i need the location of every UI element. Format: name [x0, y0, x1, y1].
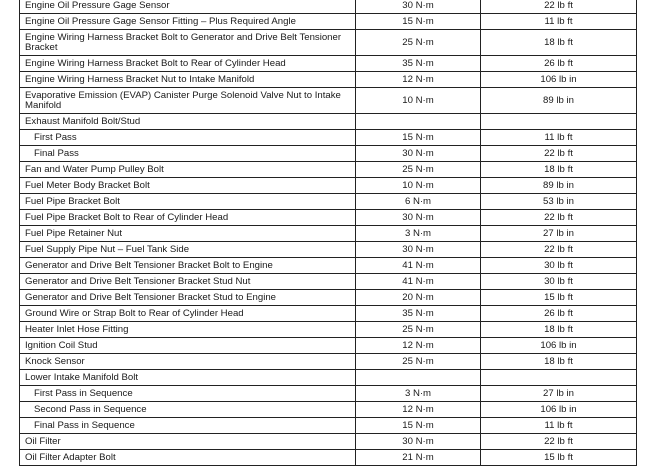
- metric-torque-cell: 35 N·m: [356, 56, 481, 72]
- metric-torque-cell: 30 N·m: [356, 242, 481, 258]
- english-torque-cell: 106 lb in: [481, 338, 637, 354]
- application-cell: Final Pass in Sequence: [20, 418, 356, 434]
- metric-torque-cell: [356, 370, 481, 386]
- application-cell: Knock Sensor: [20, 354, 356, 370]
- metric-torque-cell: 25 N·m: [356, 30, 481, 56]
- application-cell: Generator and Drive Belt Tensioner Bracket Bolt to Engine: [20, 258, 356, 274]
- table-row: [20, 354, 637, 370]
- table-row: [20, 402, 637, 418]
- table-row: [20, 370, 637, 386]
- application-cell: Engine Oil Pressure Gage Sensor Fitting – Plus Required Angle: [20, 14, 356, 30]
- metric-torque-cell: 21 N·m: [356, 450, 481, 466]
- table-row: [20, 226, 637, 242]
- english-torque-cell: 15 lb ft: [481, 290, 637, 306]
- application-cell: Engine Wiring Harness Bracket Bolt to Rear of Cylinder Head: [20, 56, 356, 72]
- application-cell: Evaporative Emission (EVAP) Canister Purge Solenoid Valve Nut to Intake Manifold: [20, 88, 356, 114]
- english-torque-cell: 18 lb ft: [481, 30, 637, 56]
- application-cell: Generator and Drive Belt Tensioner Bracket Stud Nut: [20, 274, 356, 290]
- table-row: [20, 210, 637, 226]
- application-cell: Fuel Supply Pipe Nut – Fuel Tank Side: [20, 242, 356, 258]
- table-row: [20, 290, 637, 306]
- table-row: [20, 30, 637, 56]
- table-row: [20, 162, 637, 178]
- english-torque-cell: 22 lb ft: [481, 0, 637, 14]
- english-torque-cell: 15 lb ft: [481, 450, 637, 466]
- english-torque-cell: [481, 370, 637, 386]
- table-row: [20, 194, 637, 210]
- english-torque-cell: 27 lb in: [481, 386, 637, 402]
- table-row: [20, 146, 637, 162]
- english-torque-cell: 18 lb ft: [481, 322, 637, 338]
- application-cell: Engine Wiring Harness Bracket Nut to Intake Manifold: [20, 72, 356, 88]
- application-cell: Final Pass: [20, 146, 356, 162]
- metric-torque-cell: 41 N·m: [356, 258, 481, 274]
- application-cell: Fuel Meter Body Bracket Bolt: [20, 178, 356, 194]
- metric-torque-cell: 35 N·m: [356, 306, 481, 322]
- application-cell: Fuel Pipe Retainer Nut: [20, 226, 356, 242]
- table-row: [20, 114, 637, 130]
- application-cell: Engine Wiring Harness Bracket Bolt to Generator and Drive Belt Tensioner Bracket: [20, 30, 356, 56]
- table-row: [20, 338, 637, 354]
- application-cell: Heater Inlet Hose Fitting: [20, 322, 356, 338]
- metric-torque-cell: 30 N·m: [356, 146, 481, 162]
- application-cell: First Pass: [20, 130, 356, 146]
- english-torque-cell: 11 lb ft: [481, 14, 637, 30]
- metric-torque-cell: 20 N·m: [356, 290, 481, 306]
- metric-torque-cell: 3 N·m: [356, 386, 481, 402]
- english-torque-cell: 27 lb in: [481, 226, 637, 242]
- table-row: [20, 14, 637, 30]
- metric-torque-cell: [356, 114, 481, 130]
- table-row: [20, 322, 637, 338]
- english-torque-cell: 18 lb ft: [481, 354, 637, 370]
- metric-torque-cell: 15 N·m: [356, 418, 481, 434]
- english-torque-cell: 11 lb ft: [481, 418, 637, 434]
- metric-torque-cell: 10 N·m: [356, 88, 481, 114]
- metric-torque-cell: 41 N·m: [356, 274, 481, 290]
- english-torque-cell: 53 lb in: [481, 194, 637, 210]
- english-torque-cell: 11 lb ft: [481, 130, 637, 146]
- english-torque-cell: 22 lb ft: [481, 242, 637, 258]
- table-row: [20, 450, 637, 466]
- table-row: [20, 88, 637, 114]
- metric-torque-cell: 6 N·m: [356, 194, 481, 210]
- table-row: [20, 306, 637, 322]
- english-torque-cell: 106 lb in: [481, 72, 637, 88]
- english-torque-cell: 22 lb ft: [481, 434, 637, 450]
- application-cell: Exhaust Manifold Bolt/Stud: [20, 114, 356, 130]
- table-row: [20, 434, 637, 450]
- metric-torque-cell: 3 N·m: [356, 226, 481, 242]
- table-row: [20, 274, 637, 290]
- table-row: [20, 242, 637, 258]
- table-body: [20, 0, 637, 466]
- table-row: [20, 258, 637, 274]
- application-cell: Fuel Pipe Bracket Bolt to Rear of Cylinder Head: [20, 210, 356, 226]
- application-cell: Fan and Water Pump Pulley Bolt: [20, 162, 356, 178]
- metric-torque-cell: 12 N·m: [356, 338, 481, 354]
- english-torque-cell: 18 lb ft: [481, 162, 637, 178]
- table-row: [20, 56, 637, 72]
- application-cell: Fuel Pipe Bracket Bolt: [20, 194, 356, 210]
- metric-torque-cell: 15 N·m: [356, 130, 481, 146]
- metric-torque-cell: 30 N·m: [356, 210, 481, 226]
- metric-torque-cell: 25 N·m: [356, 162, 481, 178]
- english-torque-cell: 106 lb in: [481, 402, 637, 418]
- english-torque-cell: [481, 114, 637, 130]
- fastener-torque-table: [19, 0, 637, 466]
- table-row: [20, 72, 637, 88]
- metric-torque-cell: 12 N·m: [356, 402, 481, 418]
- metric-torque-cell: 25 N·m: [356, 354, 481, 370]
- application-cell: Lower Intake Manifold Bolt: [20, 370, 356, 386]
- table-row: [20, 0, 637, 14]
- application-cell: Engine Oil Pressure Gage Sensor: [20, 0, 356, 14]
- english-torque-cell: 26 lb ft: [481, 56, 637, 72]
- table-row: [20, 178, 637, 194]
- english-torque-cell: 89 lb in: [481, 88, 637, 114]
- english-torque-cell: 89 lb in: [481, 178, 637, 194]
- application-cell: Oil Filter: [20, 434, 356, 450]
- application-cell: Generator and Drive Belt Tensioner Bracket Stud to Engine: [20, 290, 356, 306]
- table-row: [20, 386, 637, 402]
- metric-torque-cell: 15 N·m: [356, 14, 481, 30]
- english-torque-cell: 30 lb ft: [481, 274, 637, 290]
- metric-torque-cell: 12 N·m: [356, 72, 481, 88]
- application-cell: Ignition Coil Stud: [20, 338, 356, 354]
- english-torque-cell: 30 lb ft: [481, 258, 637, 274]
- application-cell: Oil Filter Adapter Bolt: [20, 450, 356, 466]
- table-row: [20, 130, 637, 146]
- metric-torque-cell: 30 N·m: [356, 434, 481, 450]
- english-torque-cell: 22 lb ft: [481, 210, 637, 226]
- metric-torque-cell: 10 N·m: [356, 178, 481, 194]
- application-cell: First Pass in Sequence: [20, 386, 356, 402]
- english-torque-cell: 22 lb ft: [481, 146, 637, 162]
- table-row: [20, 418, 637, 434]
- application-cell: Second Pass in Sequence: [20, 402, 356, 418]
- metric-torque-cell: 25 N·m: [356, 322, 481, 338]
- application-cell: Ground Wire or Strap Bolt to Rear of Cylinder Head: [20, 306, 356, 322]
- metric-torque-cell: 30 N·m: [356, 0, 481, 14]
- english-torque-cell: 26 lb ft: [481, 306, 637, 322]
